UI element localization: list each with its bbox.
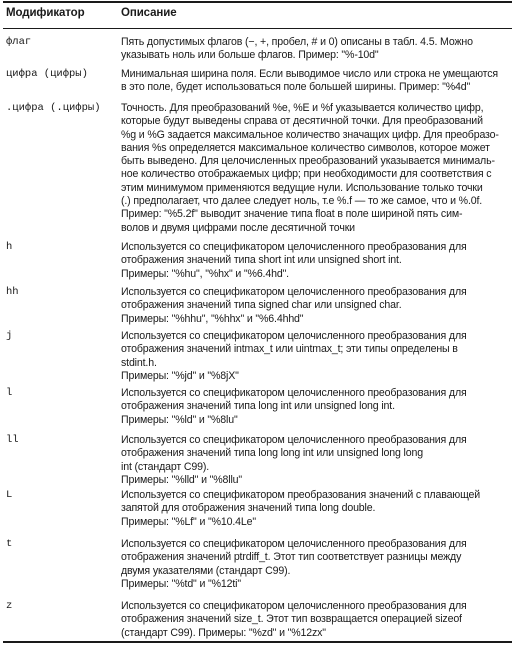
description-line: Примеры: "%hhu", "%hhx" и "%6.4hhd" — [121, 312, 304, 325]
description-line: отображения значений типа short int или unsigned short int. — [121, 254, 402, 267]
description-cell — [121, 330, 509, 383]
description-cell — [121, 36, 509, 63]
description-line: ное количество отображаемых цифр; при необходимости для соответствия с — [121, 168, 492, 181]
description-line: отображения значений типа signed char или unsigned char. — [121, 299, 402, 312]
description-cell — [121, 387, 509, 427]
description-cell — [121, 600, 509, 640]
description-line: Используется со спецификатором целочисленного преобразования для — [121, 434, 467, 446]
description-line: Примеры: "%td" и "%12ti" — [121, 577, 241, 590]
description-line: %g и %G задается максимальное количество значащих цифр. Для преобразо- — [121, 128, 499, 141]
description-line: Примеры: "%ld" и "%8lu" — [121, 413, 238, 426]
modifier-cell: L — [6, 489, 13, 501]
description-line: Пример: "%5.2f" выводит значение типа float в поле шириной пять сим- — [121, 208, 463, 221]
modifier-cell: z — [6, 600, 13, 612]
description-line: Пять допустимых флагов (−, +, пробел, # и 0) описаны в табл. 4.5. Можно — [121, 36, 473, 48]
description-cell — [121, 538, 509, 591]
description-cell — [121, 102, 509, 235]
description-cell — [121, 286, 509, 326]
description-line: (.) предполагает, что далее следует ноль, т.е %.f — то же самое, что и %.0f. — [121, 195, 483, 208]
description-line: Используется со спецификатором целочисленного преобразования для — [121, 330, 467, 342]
description-line: волов и двумя цифрами после десятичной точки — [121, 221, 355, 234]
description-line: Точность. Для преобразований %e, %E и %f указывается количество цифр, — [121, 102, 484, 114]
description-line: Используется со спецификатором преобразования значений с плавающей — [121, 489, 481, 501]
description-line: Используется со спецификатором целочисленного преобразования для — [121, 600, 467, 612]
modifier-cell: t — [6, 538, 13, 550]
modifier-cell: h — [6, 241, 13, 253]
description-line: Примеры: "%Lf" и "%10.4Le" — [121, 515, 257, 528]
description-line: Примеры: "%jd" и "%8jX" — [121, 369, 239, 382]
description-line: указывать ноль или больше флагов. Пример: "%-10d" — [121, 49, 379, 62]
description-line: Примеры: "%lld" и "%8llu" — [121, 473, 243, 486]
description-line: int (стандарт C99). — [121, 460, 210, 473]
modifier-cell: hh — [6, 286, 19, 298]
modifier-cell: ll — [6, 434, 19, 446]
description-line: Используется со спецификатором целочисленного преобразования для — [121, 241, 467, 253]
modifier-cell: флаг — [6, 36, 32, 48]
description-line: отображения значений типа long long int или unsigned long long — [121, 447, 423, 460]
description-line: запятой для отображения значений типа long double. — [121, 502, 376, 515]
description-line: отображения значений intmax_t или uintmax_t; эти типы определены в — [121, 343, 458, 356]
description-line: Используется со спецификатором целочисленного преобразования для — [121, 387, 467, 399]
description-line: stdint.h. — [121, 356, 157, 369]
description-cell — [121, 489, 509, 529]
table-top-rule — [3, 1, 512, 3]
description-line: в это поле, будет использоваться поле большей ширины. Пример: "%4d" — [121, 81, 471, 94]
description-line: Используется со спецификатором целочисленного преобразования для — [121, 286, 467, 298]
description-line: отображения значений типа long int или unsigned long int. — [121, 400, 395, 413]
modifier-cell: цифра (цифры) — [6, 68, 88, 80]
description-cell — [121, 434, 509, 487]
description-line: этим минимумом применяются ведущие нули. Использование только точки — [121, 181, 483, 194]
description-cell — [121, 68, 509, 95]
description-line: (стандарт C99). Примеры: "%zd" и "%12zx" — [121, 626, 326, 639]
description-line: Используется со спецификатором целочисленного преобразования для — [121, 538, 467, 550]
description-line: Минимальная ширина поля. Если выводимое число или строка не умещаются — [121, 68, 498, 80]
modifier-cell: .цифра (.цифры) — [6, 102, 101, 114]
description-line: быть выведено. Для целочисленных преобразований указывается минималь- — [121, 155, 495, 168]
table-header-rule — [3, 28, 512, 29]
header-description: Описание — [121, 7, 177, 19]
description-line: отображения значений ptrdiff_t. Этот тип соответствует разницы между — [121, 551, 462, 564]
description-line: которые будут выведены справа от десятичной точки. Для преобразований — [121, 115, 483, 128]
description-line: вания %s определяется максимальное количество символов, которое может — [121, 141, 490, 154]
table-bottom-rule — [3, 641, 512, 643]
description-line: Примеры: "%hu", "%hx" и "%6.4hd". — [121, 267, 289, 280]
header-modifier: Модификатор — [6, 7, 85, 19]
modifier-cell: l — [6, 387, 13, 399]
description-line: двумя указателями (стандарт C99). — [121, 564, 291, 577]
modifier-cell: j — [6, 330, 13, 342]
description-cell — [121, 241, 509, 281]
description-line: отображения значений size_t. Этот тип возвращается операцией sizeof — [121, 613, 462, 626]
